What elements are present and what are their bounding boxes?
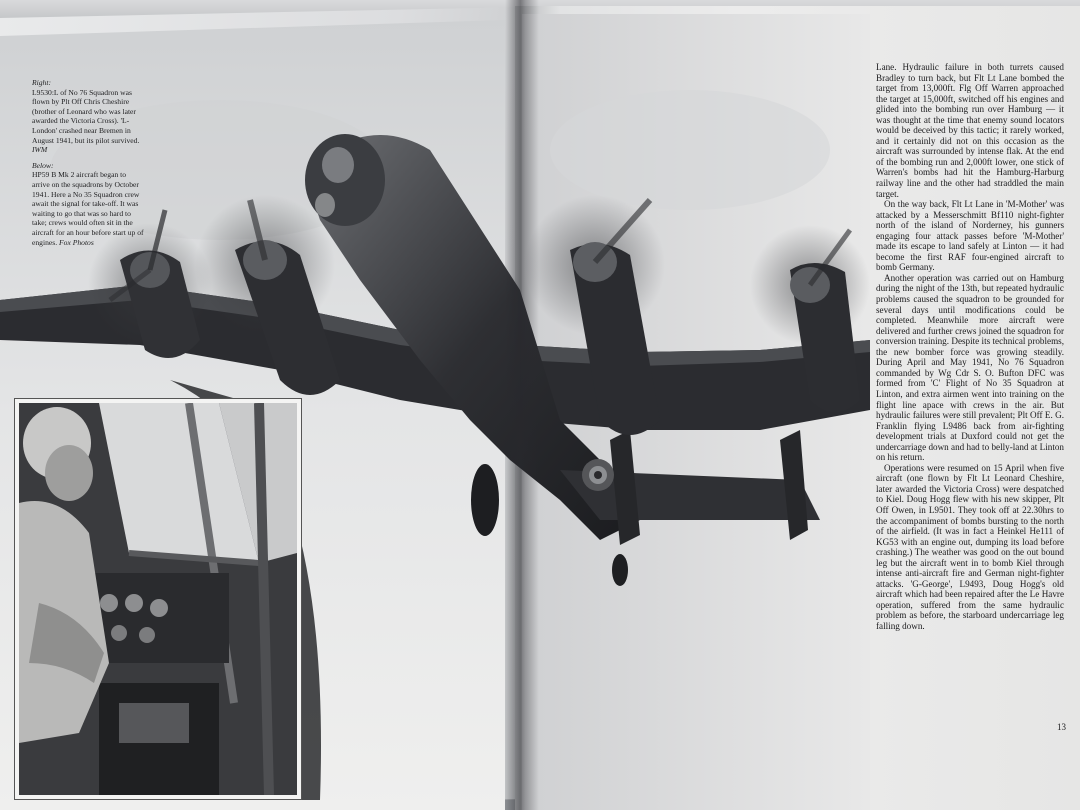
photo-caption <box>32 78 144 253</box>
caption-right-heading: Right: <box>32 78 51 87</box>
caption-below-text: HP59 B Mk 2 aircraft began to arrive on the squadrons by October 1941. Here a No 35 Squadron crew await the signal for take-off. It was waiting to go that was so hard to take; crews would often sit in the aircraft for an hour before start up of engines. <box>32 170 144 247</box>
article-paragraph: On the way back, Flt Lt Lane in 'M-Mother' was attacked by a Messerschmitt Bf110 night-fighter north of the island of Norderney, his gunners engaging four attack passes before 'M-Mother' made its escape to land safely at Linton — it had become the first RAF four-engined aircraft to bomb Germany. <box>876 199 1064 273</box>
cockpit-inset-photo <box>14 398 302 800</box>
article-paragraph: Operations were resumed on 15 April when five aircraft (one flown by Flt Lt Leonard Cheshire, later awarded the Victoria Cross) were despatched to Kiel. Doug Hogg flew with his new skipper, Plt Off Owen, in L9501. They took off at 22.30hrs to the accompaniment of bombs bursting to the north of the airfield. (It was in fact a Heinkel He111 of KG53 with an engine out, dumping its load before crashing.) The weather was good on the out bound leg but the aircraft went in to bomb Kiel through intense anti-aircraft fire and German night-fighter attacks. 'G-George', L9493, Doug Hogg's old aircraft which had been repaired after the Le Havre operation, suffered from the same hydraulic problem as before, the starboard undercarriage leg falling down. <box>876 462 1064 631</box>
article-column <box>876 62 1064 632</box>
cockpit-illustration <box>19 403 297 795</box>
caption-below-credit: Fox Photos <box>59 237 94 247</box>
caption-right-credit: IWM <box>32 145 48 155</box>
page-number: 13 <box>1057 722 1066 732</box>
caption-right-text: L9530:L of No 76 Squadron was flown by Plt Off Chris Cheshire (brother of Leonard who was later awarded the Victoria Cross). 'L-London' crashed near Bremen in August 1941, but its pilot survived. <box>32 87 140 145</box>
article-paragraph: Lane. Hydraulic failure in both turrets caused Bradley to turn back, but Flt Lt Lane bombed the target from 13,000ft. Flg Off Warren approached the target at 15,000ft, switched off his engines and glided into the bombing run over Hamburg — it was thought at the time that enemy sound locators would be deceived by this tactic; it rarely worked, and it certainly did not on this occasion as the aircraft was surrounded by intense flak. At the end of the bombing run and 2,000ft lower, one stick of Warren's bombs had hit the Hamburg-Harburg railway line and the other had straddled the main target. <box>876 62 1064 199</box>
caption-below-heading: Below: <box>32 160 54 170</box>
article-paragraph: Another operation was carried out on Hamburg during the night of the 13th, but repeated hydraulic problems caused the squadron to be grounded for several days until modifications could be completed. Meanwhile more aircraft were delivered and further crews joined the squadron for conversion training. Despite its technical problems, the new bomber force was growing steadily. During April and May 1941, No 76 Squadron commanded by Wg Cdr S. O. Bufton DFC was formed from 'C' Flight of No 35 Squadron at Linton, and extra airmen went into training on the flight line apace with crews in the air. But hydraulic failures were still prevalent; Plt Off E. G. Franklin flying L9486 back from air-fighting development trials at Duxford could not get the undercarriage down and had to belly-land at Linton on his return. <box>876 272 1064 463</box>
book-gutter <box>505 0 539 810</box>
